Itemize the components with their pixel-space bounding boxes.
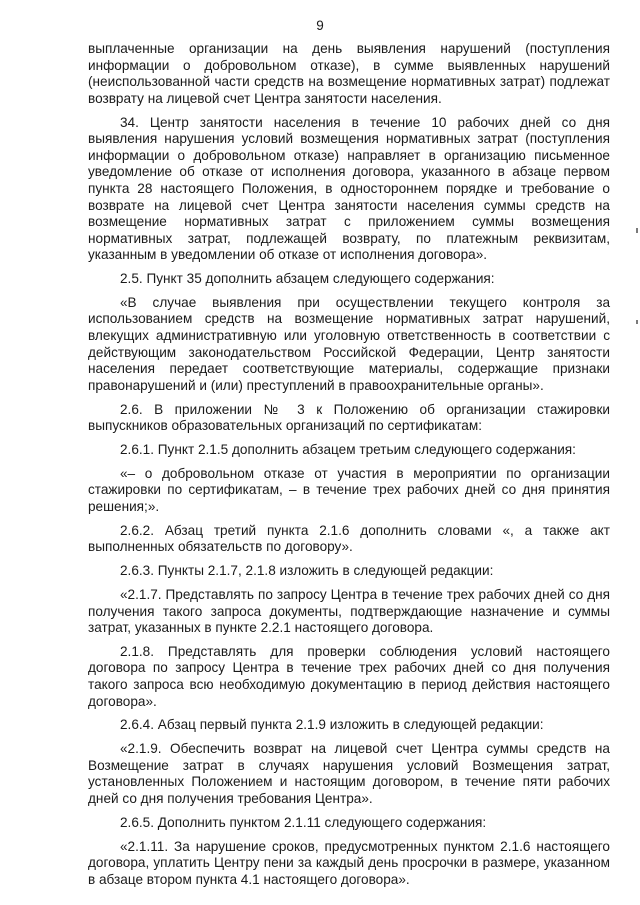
paragraph-2-6-4: 2.6.4. Абзац первый пункта 2.1.9 изложить в следующей редакции: [120,717,544,733]
paragraph-2-1-7: «2.1.7. Представлять по запросу Центра в течение трех рабочих дней со дня получения такого запроса документы, подтверждающие назначение и суммы затрат, указанных в пункте 2.2.1 настоящего договора. [88,586,610,636]
paragraph-2-6: 2.6. В приложении № 3 к Положению об организации стажировки выпускников образовательных организаций по сертификатам: [88,401,610,434]
paragraph-2-1-8: 2.1.8. Представлять для проверки соблюдения условий настоящего договора по запросу Центра в течение трех рабочих дней со дня получения такого запроса всю необходимую документацию в период действия настоящего договора». [88,643,610,709]
scan-edge-mark [636,320,638,324]
paragraph-2-6-3: 2.6.3. Пункты 2.1.7, 2.1.8 изложить в следующей редакции: [120,563,494,579]
page-number: 9 [316,18,324,33]
paragraph-quote-refusal: «– о добровольном отказе от участия в мероприятии по организации стажировки по сертификатам, – в течение трех рабочих дней со дня принятия решения;». [88,465,610,514]
paragraph-continuation: выплаченные организации на день выявления нарушений (поступления информации о добровольном отказе), в сумме выявленных нарушений (неиспользованной части средств на возмещение нормативных затрат) подлежат возврату на лицевой счет Центра занятости населения. [88,41,610,106]
paragraph-2-1-9: «2.1.9. Обеспечить возврат на лицевой счет Центра суммы средств на Возмещение затрат в случаях нарушения условий Возмещения затрат, установленных Положением и настоящим договором, в течение пяти рабочих дней со дня получения требования Центра». [88,741,610,806]
scan-edge-mark [636,228,638,233]
paragraph-2-6-1: 2.6.1. Пункт 2.1.5 дополнить абзацем третьим следующего содержания: [120,442,576,457]
paragraph-item-34: 34. Центр занятости населения в течение 10 рабочих дней со дня выявления нарушения условий возмещения нормативных затрат (поступления информации о добровольном отказе) направляет в организацию письменное уведомление об отказе от исполнения договора, указанного в абзаце первом пункта 28 настоящего Положения, в одностороннем порядке и требование о возврате на лицевой счет Центра занятости населения суммы средств на возмещение нормативных затрат с приложением суммы возмещения нормативных затрат, подлежащей возврату, по платежным реквизитам, указанным в уведомлении об отказе от исполнения договора». [88,114,610,263]
paragraph-quote-control: «В случае выявления при осуществлении текущего контроля за использованием средств на возмещение нормативных затрат нарушений, влекущих административную или уголовную ответственность в соответствии с действующим законодательством Российской Федерации, Центр занятости населения передает соответствующие материалы, содержащие признаки правонарушений и (или) преступлений в правоохранительные органы». [88,294,610,393]
paragraph-2-6-2: 2.6.2. Абзац третий пункта 2.1.6 дополнить словами «, а также акт выполненных обязательств по договору». [88,522,610,555]
document-body [88,41,610,896]
paragraph-2-1-11: «2.1.11. За нарушение сроков, предусмотренных пунктом 2.1.6 настоящего договора, уплатить Центру пени за каждый день просрочки в размере, указанном в абзаце втором пункта 4.1 настоящего договора». [88,838,610,887]
paragraph-2-6-5: 2.6.5. Дополнить пунктом 2.1.11 следующего содержания: [120,814,487,830]
paragraph-2-5: 2.5. Пункт 35 дополнить абзацем следующего содержания: [120,271,495,287]
